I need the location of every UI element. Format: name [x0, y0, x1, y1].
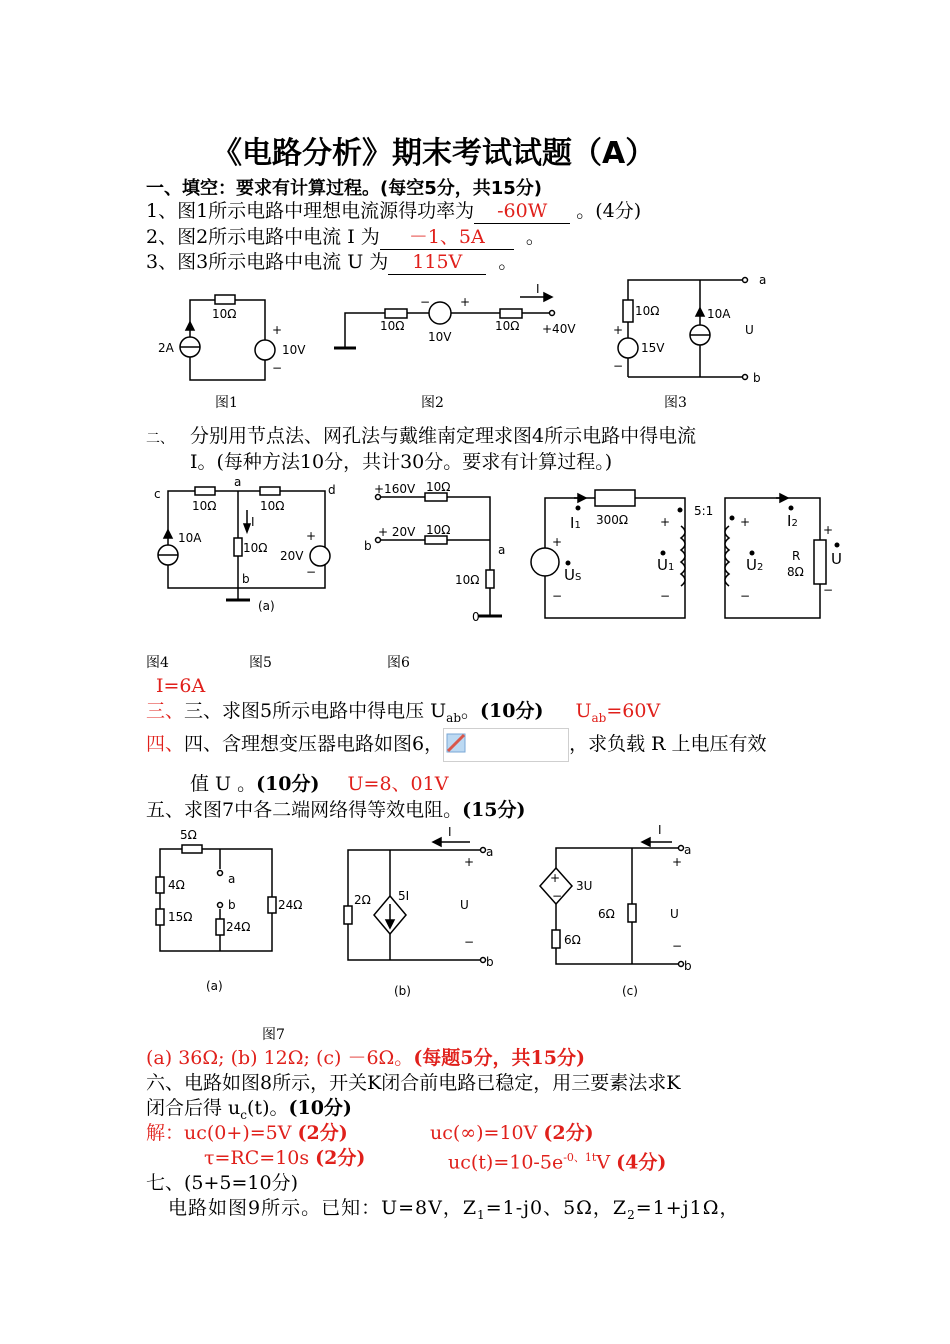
fig6-minus3: −: [823, 583, 834, 597]
fig6-us-label: US: [564, 566, 582, 584]
fig3-plus: +: [613, 323, 624, 337]
answer6-line2: τ=RC=10s (2分): [204, 1147, 366, 1169]
fig6-plus1: +: [660, 515, 671, 529]
q3-post: 。: [498, 251, 518, 273]
fig1-resistor-label: 10Ω: [212, 307, 237, 321]
fig1-voltage-source-label: 10V: [282, 343, 306, 357]
fig6-minus4: −: [552, 589, 563, 603]
fig6-minus2: −: [740, 589, 751, 603]
q1-text: 1、图1所示电路中理想电流源得功率为: [146, 200, 475, 222]
embedded-image-placeholder: [443, 728, 569, 762]
fig7a-r1-label: 5Ω: [180, 828, 197, 842]
answer2: I=6A: [156, 675, 206, 697]
section2-line2: I。(每种方法10分，共计30分。要求有计算过程。): [190, 451, 613, 473]
answer6-line2b: $uc(t)=10-5e^{-0、1t}V$ (4分): [448, 1151, 667, 1174]
fig7c-node-a: a: [684, 843, 692, 857]
fig6-i1-label: I1: [570, 514, 581, 532]
figure5-caption: 图5: [249, 655, 272, 671]
section4-line2: 值 U 。(10分) U=8、01V: [190, 773, 449, 795]
figure4-caption: 图4: [146, 655, 169, 671]
figure6-caption: 图6: [387, 655, 410, 671]
section3-number: 三、: [146, 700, 185, 722]
figure6-circuit: [540, 478, 850, 628]
fig7c-r2-label: 6Ω: [598, 907, 615, 921]
fig2-r2-label: 10Ω: [495, 319, 520, 333]
section4-number: 四、: [146, 733, 185, 755]
figure7b-circuit: [340, 820, 510, 1000]
fig4-vs-label: 20V: [280, 549, 304, 563]
section2-line1: 分别用节点法、网孔法与戴维南定理求图4所示电路中得电流: [190, 425, 697, 447]
fig6-plus3: +: [823, 523, 834, 537]
fig6-minus1: −: [660, 589, 671, 603]
section3-post: 。: [461, 700, 481, 722]
fig7c-dep-label: 3U: [576, 879, 593, 893]
fig3-node-b: b: [753, 371, 761, 385]
fig7b-u-label: U: [460, 898, 469, 912]
section7-line: 电路如图9所示。已知：U=8V，$Z_1=1-j0$、5Ω，$Z_2=1+j1\Omega$，: [168, 1197, 740, 1222]
fig6-u2-label: U2: [746, 556, 764, 574]
q3-text: 3、图3所示电路中电流 U 为: [146, 251, 389, 273]
fig5-zero-label: 0: [472, 610, 480, 624]
section3: [146, 699, 660, 730]
fig5-r1-label: 10Ω: [426, 480, 451, 494]
fig4-plus: +: [306, 529, 317, 543]
fig7b-node-a: a: [486, 845, 494, 859]
fig7a-r3-label: 15Ω: [168, 910, 193, 924]
section2-number: 二、: [146, 431, 174, 447]
figure1-circuit: [150, 290, 310, 390]
fig2-r1-label: 10Ω: [380, 319, 405, 333]
fig7b-dep-label: 5I: [398, 889, 410, 903]
q1-answer: -60W: [474, 199, 570, 224]
fig4-node-d: d: [328, 483, 336, 497]
fig3-resistor-label: 10Ω: [635, 304, 660, 318]
q1-post: 。(4分): [576, 200, 642, 222]
fig5-node-a: a: [498, 543, 506, 557]
q2-text: 2、图2所示电路中电流 I 为: [146, 226, 380, 248]
fig4-r3-label: 10Ω: [243, 541, 268, 555]
figure2-circuit: [330, 283, 590, 373]
section7-heading: 七、(5+5=10分): [146, 1172, 299, 1194]
fig7c-r1-label: 6Ω: [564, 933, 581, 947]
section1-heading: 一、填空：要求有计算过程。(每空5分，共15分): [146, 178, 543, 199]
fig4-sub-caption: (a): [258, 599, 275, 613]
fig7a-r2-label: 4Ω: [168, 878, 185, 892]
fig6-i2-label: I2: [787, 512, 798, 530]
fig6-plus4: +: [552, 535, 563, 549]
figure3-circuit: [605, 270, 785, 385]
answer6-line1b: uc(∞)=10V (2分): [430, 1122, 594, 1144]
section4-answer: U=8、01V: [347, 773, 449, 795]
section3-answer: $U_{ab}=60V$: [575, 700, 661, 725]
section3-points: (10分): [480, 700, 544, 722]
fig2-vs-label: 10V: [428, 330, 452, 344]
fig7b-current-label: I: [448, 825, 452, 839]
page-title: 《电路分析》期末考试试题（A）: [212, 136, 656, 171]
section6-line1: 六、电路如图8所示，开关K闭合前电路已稳定，用三要素法求K: [146, 1072, 681, 1094]
section3-sub: ab: [446, 710, 462, 725]
figure7c-circuit: [548, 820, 718, 1000]
fig7b-node-b: b: [486, 955, 494, 969]
question2: [146, 225, 545, 250]
q2-answer: －1、5A: [380, 225, 514, 250]
fig4-current-label: I: [251, 515, 255, 529]
fig6-u1-label: U1: [657, 556, 675, 574]
q3-answer: 115V: [388, 250, 486, 275]
figure5-circuit: [360, 478, 530, 623]
fig2-current-label: I: [536, 282, 540, 296]
figure4-circuit: [150, 475, 340, 618]
figure7-caption: 图7: [262, 1027, 285, 1043]
fig7a-sub-caption: (a): [206, 979, 223, 993]
fig5-node-b: b: [364, 539, 372, 553]
answer5: (a) 36Ω; (b) 12Ω; (c) －6Ω。(每题5分，共15分): [146, 1047, 585, 1069]
fig4-node-c: c: [154, 487, 161, 501]
figure3-caption: 图3: [664, 395, 687, 411]
fig2-plus: +: [460, 295, 471, 309]
fig7b-minus: −: [464, 935, 475, 949]
fig5-r3-label: 10Ω: [455, 573, 480, 587]
fig6-plus2: +: [740, 515, 751, 529]
section4-post: ，求负载 R 上电压有效: [569, 733, 767, 755]
fig3-minus: −: [613, 359, 624, 373]
fig4-node-a: a: [234, 475, 242, 489]
fig7c-current-label: I: [658, 823, 662, 837]
fig7a-node-b: b: [228, 898, 236, 912]
fig6-u-label: U: [831, 550, 842, 568]
fig3-cs-label: 10A: [707, 307, 731, 321]
figure2-caption: 图2: [421, 395, 444, 411]
fig7c-sub-caption: (c): [622, 984, 638, 998]
answer6-line1: 解：uc(0+)=5V (2分): [146, 1122, 348, 1144]
fig5-v2-label: + 20V: [378, 525, 416, 539]
fig2-minus: −: [420, 295, 431, 309]
fig6-r-label: R: [792, 549, 801, 563]
fig7c-node-b: b: [684, 959, 692, 973]
question1: [146, 199, 641, 224]
fig1-current-source-label: 2A: [158, 341, 174, 355]
fig4-minus: −: [306, 565, 317, 579]
fig6-ratio-label: 5:1: [694, 504, 714, 518]
q2-post: 。: [525, 226, 545, 248]
fig3-u-label: U: [745, 323, 754, 337]
section6-line2: 闭合后得 $u_c(t)$。(10分): [146, 1097, 352, 1122]
fig4-r2-label: 10Ω: [260, 499, 285, 513]
fig7a-r5-label: 24Ω: [278, 898, 303, 912]
fig6-rv-label: 8Ω: [787, 565, 804, 579]
fig6-r1-label: 300Ω: [596, 513, 629, 527]
section5: 五、求图7中各二端网络得等效电阻。(15分): [146, 799, 526, 821]
section4-text: 四、含理想变压器电路如图6，: [184, 733, 444, 755]
fig3-node-a: a: [759, 273, 767, 287]
question3: [146, 250, 517, 275]
fig7c-u-label: U: [670, 907, 679, 921]
fig4-r1-label: 10Ω: [192, 499, 217, 513]
fig1-minus: −: [272, 361, 283, 375]
fig7a-r4-label: 24Ω: [226, 920, 251, 934]
fig2-voltage-label: +40V: [542, 322, 576, 336]
fig1-plus: +: [272, 323, 283, 337]
fig4-node-b: b: [242, 572, 250, 586]
fig4-cs-label: 10A: [178, 531, 202, 545]
fig7b-plus: +: [464, 855, 475, 869]
fig7b-r-label: 2Ω: [354, 893, 371, 907]
section3-text: 三、求图5所示电路中得电压 U: [184, 700, 447, 722]
fig7c-plus-dep: +: [550, 871, 561, 885]
figure1-caption: 图1: [215, 395, 238, 411]
section4: [146, 728, 767, 762]
fig7a-node-a: a: [228, 872, 236, 886]
figure7a-circuit: [150, 825, 320, 1000]
fig7c-minus-dep: −: [552, 889, 563, 903]
fig3-vs-label: 15V: [641, 341, 665, 355]
fig7c-plus: +: [672, 855, 683, 869]
fig5-v1-label: +160V: [374, 482, 416, 496]
fig7c-minus: −: [672, 939, 683, 953]
fig7b-sub-caption: (b): [394, 984, 411, 998]
fig5-r2-label: 10Ω: [426, 523, 451, 537]
